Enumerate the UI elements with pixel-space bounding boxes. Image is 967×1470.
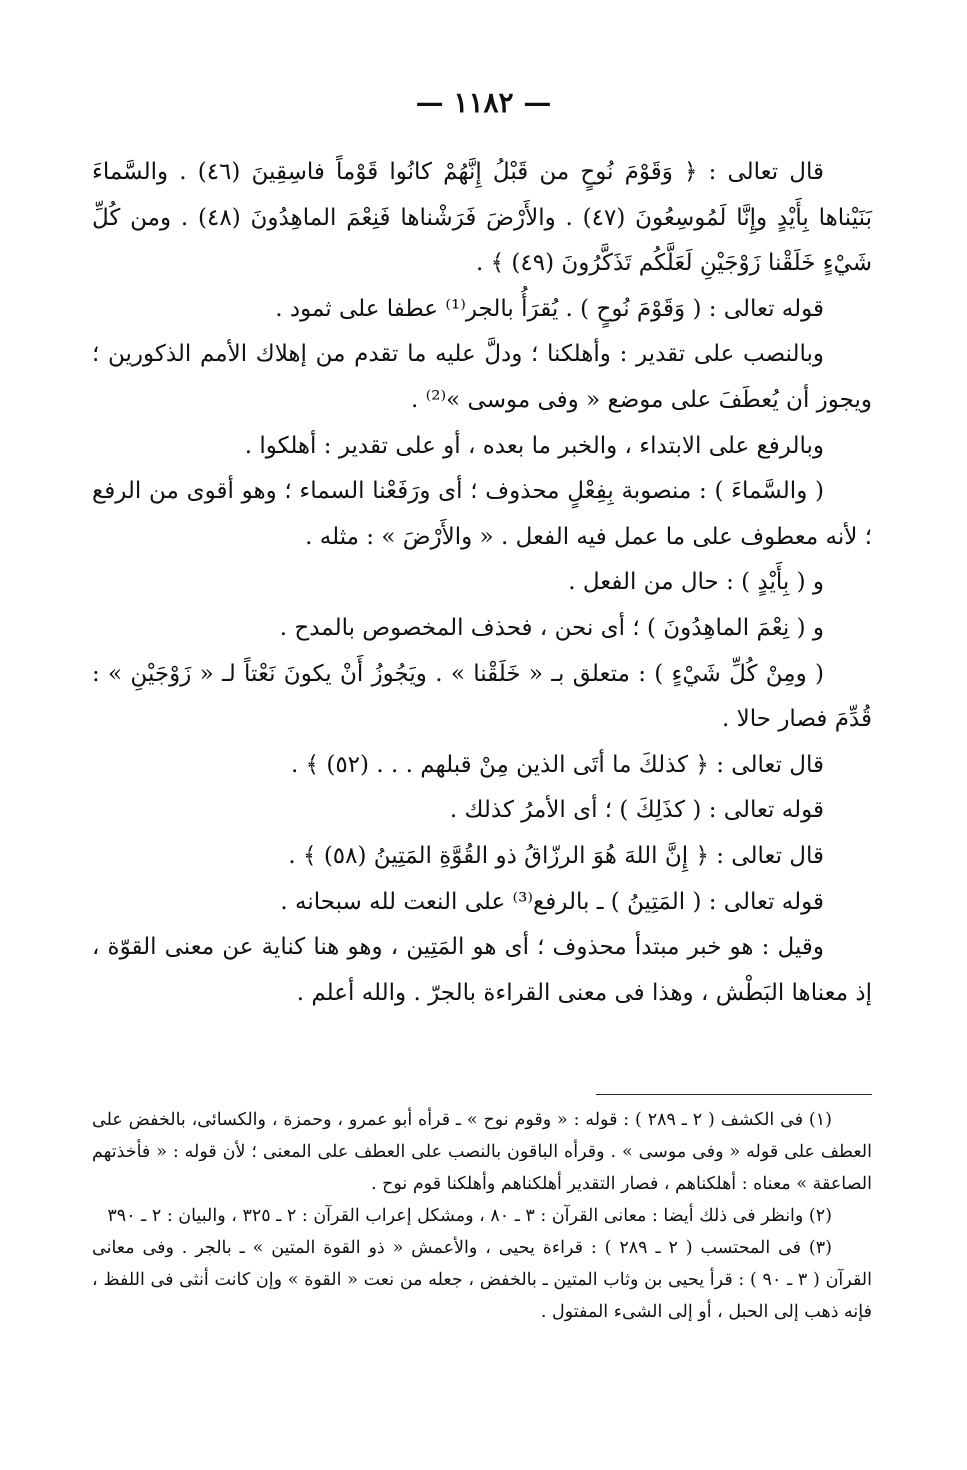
paragraph-sama: ( والسَّماءَ ) : منصوبة بِفِعْلٍ محذوف ؛ أى ورَفَعْنا السماء ؛ وهو أقوى من الرفع ؛ لأنه معطوف على ما عمل فيه الفعل . « والأَرْضَ » : مثله . <box>92 478 872 550</box>
paragraph-verses-46-49: قال تعالى : ﴿ وَقَوْمَ نُوحٍ من قَبْلُ إِنَّهُمْ كانُوا قَوْماً فاسِقِينَ (٤٦) . والسَّماءَ بَنَيْناها بِأَيْدٍ وإِنَّا لَمُوسِعُونَ (٤٧) . والأَرْضَ فَرَشْناها فَنِعْمَ الماهِدُونَ (٤٨) . ومن كُلِّ شَيْءٍ خَلَقْنا زَوْجَيْنِ لَعَلَّكُم تَذَكَّرُونَ (٤٩) ﴾ . <box>92 159 872 277</box>
paragraph-qawm-nuh: قوله تعالى : ( وَقَوْمَ نُوحٍ ) . يُقرَأُ بالجر⁽¹⁾ عطفا على ثمود . <box>275 295 824 322</box>
paragraph-al-matin: قوله تعالى : ( المَتِينُ ) ـ بالرفع⁽³⁾ على النعت لله سبحانه . <box>280 888 824 915</box>
page-number: — ١١٨٢ — <box>415 86 552 119</box>
paragraph-nima-al-mahidun: و ( نِعْمَ الماهِدُونَ ) ؛ أى نحن ، فحذف المخصوص بالمدح . <box>279 614 824 641</box>
paragraph-verse-58: قال تعالى : ﴿ إِنَّ اللهَ هُوَ الرزّاقُ ذو القُوَّةِ المَتِينُ (٥٨) ﴾ . <box>288 842 824 869</box>
paragraph-qila: وقيل : هو خبر مبتدأ محذوف ؛ أى هو المَتِين ، وهو هنا كناية عن معنى القوّة ، إذ معناها البَطْش ، وهذا فى معنى القراءة بالجرّ . والله أعلم . <box>92 934 872 1006</box>
paragraph-bi-aydin: و ( بِأَيْدٍ ) : حال من الفعل . <box>568 569 824 596</box>
paragraph-kadhalika: قوله تعالى : ( كذَلِكَ ) ؛ أى الأمرُ كذلك . <box>449 797 824 824</box>
footnotes <box>92 1104 872 1328</box>
footnote-2: (٢) وانظر فى ذلك أيضا : معانى القرآن : ٣ ـ ٨٠ ، ومشكل إعراب القرآن : ٢ ـ ٣٢٥ ، والبيان : ٢ ـ ٣٩٠ <box>107 1206 832 1226</box>
paragraph-nasb: وبالنصب على تقدير : وأهلكنا ؛ ودلَّ عليه ما تقدم من إهلاك الأمم الذكورين ؛ ويجوز أن يُعطَفَ على موضع « وفى موسى »⁽²⁾ . <box>92 341 872 413</box>
main-text <box>92 150 872 1016</box>
footnote-separator <box>596 1094 872 1095</box>
footnote-3: (٣) فى المحتسب ( ٢ ـ ٢٨٩ ) : قراءة يحيى ، والأعمش « ذو القوة المتين » ـ بالجر . وفى معانى القرآن ( ٣ ـ ٩٠ ) : قرأ يحيى بن وثاب المتين ـ بالخفض ، جعله من نعت « القوة » وإن كانت أنثى فى اللفظ ، فإنه ذهب إلى الحبل ، أو إلى الشىء المفتول . <box>92 1238 872 1322</box>
paragraph-min-kulli-shay: ( ومِنْ كُلِّ شَيْءٍ ) : متعلق بـ « خَلَقْنا » . ويَجُوزُ أَنْ يكونَ نَعْتاً لـ « زَوْجَيْنِ » : قُدِّمَ فصار حالا . <box>92 660 872 733</box>
paragraph-verse-52: قال تعالى : ﴿ كذلكَ ما أتَى الذين مِنْ قبلهم . . . (٥٢) ﴾ . <box>290 751 824 778</box>
paragraph-raf: وبالرفع على الابتداء ، والخبر ما بعده ، أو على تقدير : أهلكوا . <box>244 432 824 459</box>
footnote-1: (١) فى الكشف ( ٢ ـ ٢٨٩ ) : قوله : « وقوم نوح » ـ قرأه أبو عمرو ، وحمزة ، والكسائى، بالخفض على العطف على قوله « وفى موسى » . وقرأه الباقون بالنصب على العطف على المعنى ؛ لأن قوله : « فأخذتهم الصاعقة » معناه : أهلكناهم ، فصار التقدير أهلكناهم وأهلكنا قوم نوح . <box>92 1110 872 1194</box>
